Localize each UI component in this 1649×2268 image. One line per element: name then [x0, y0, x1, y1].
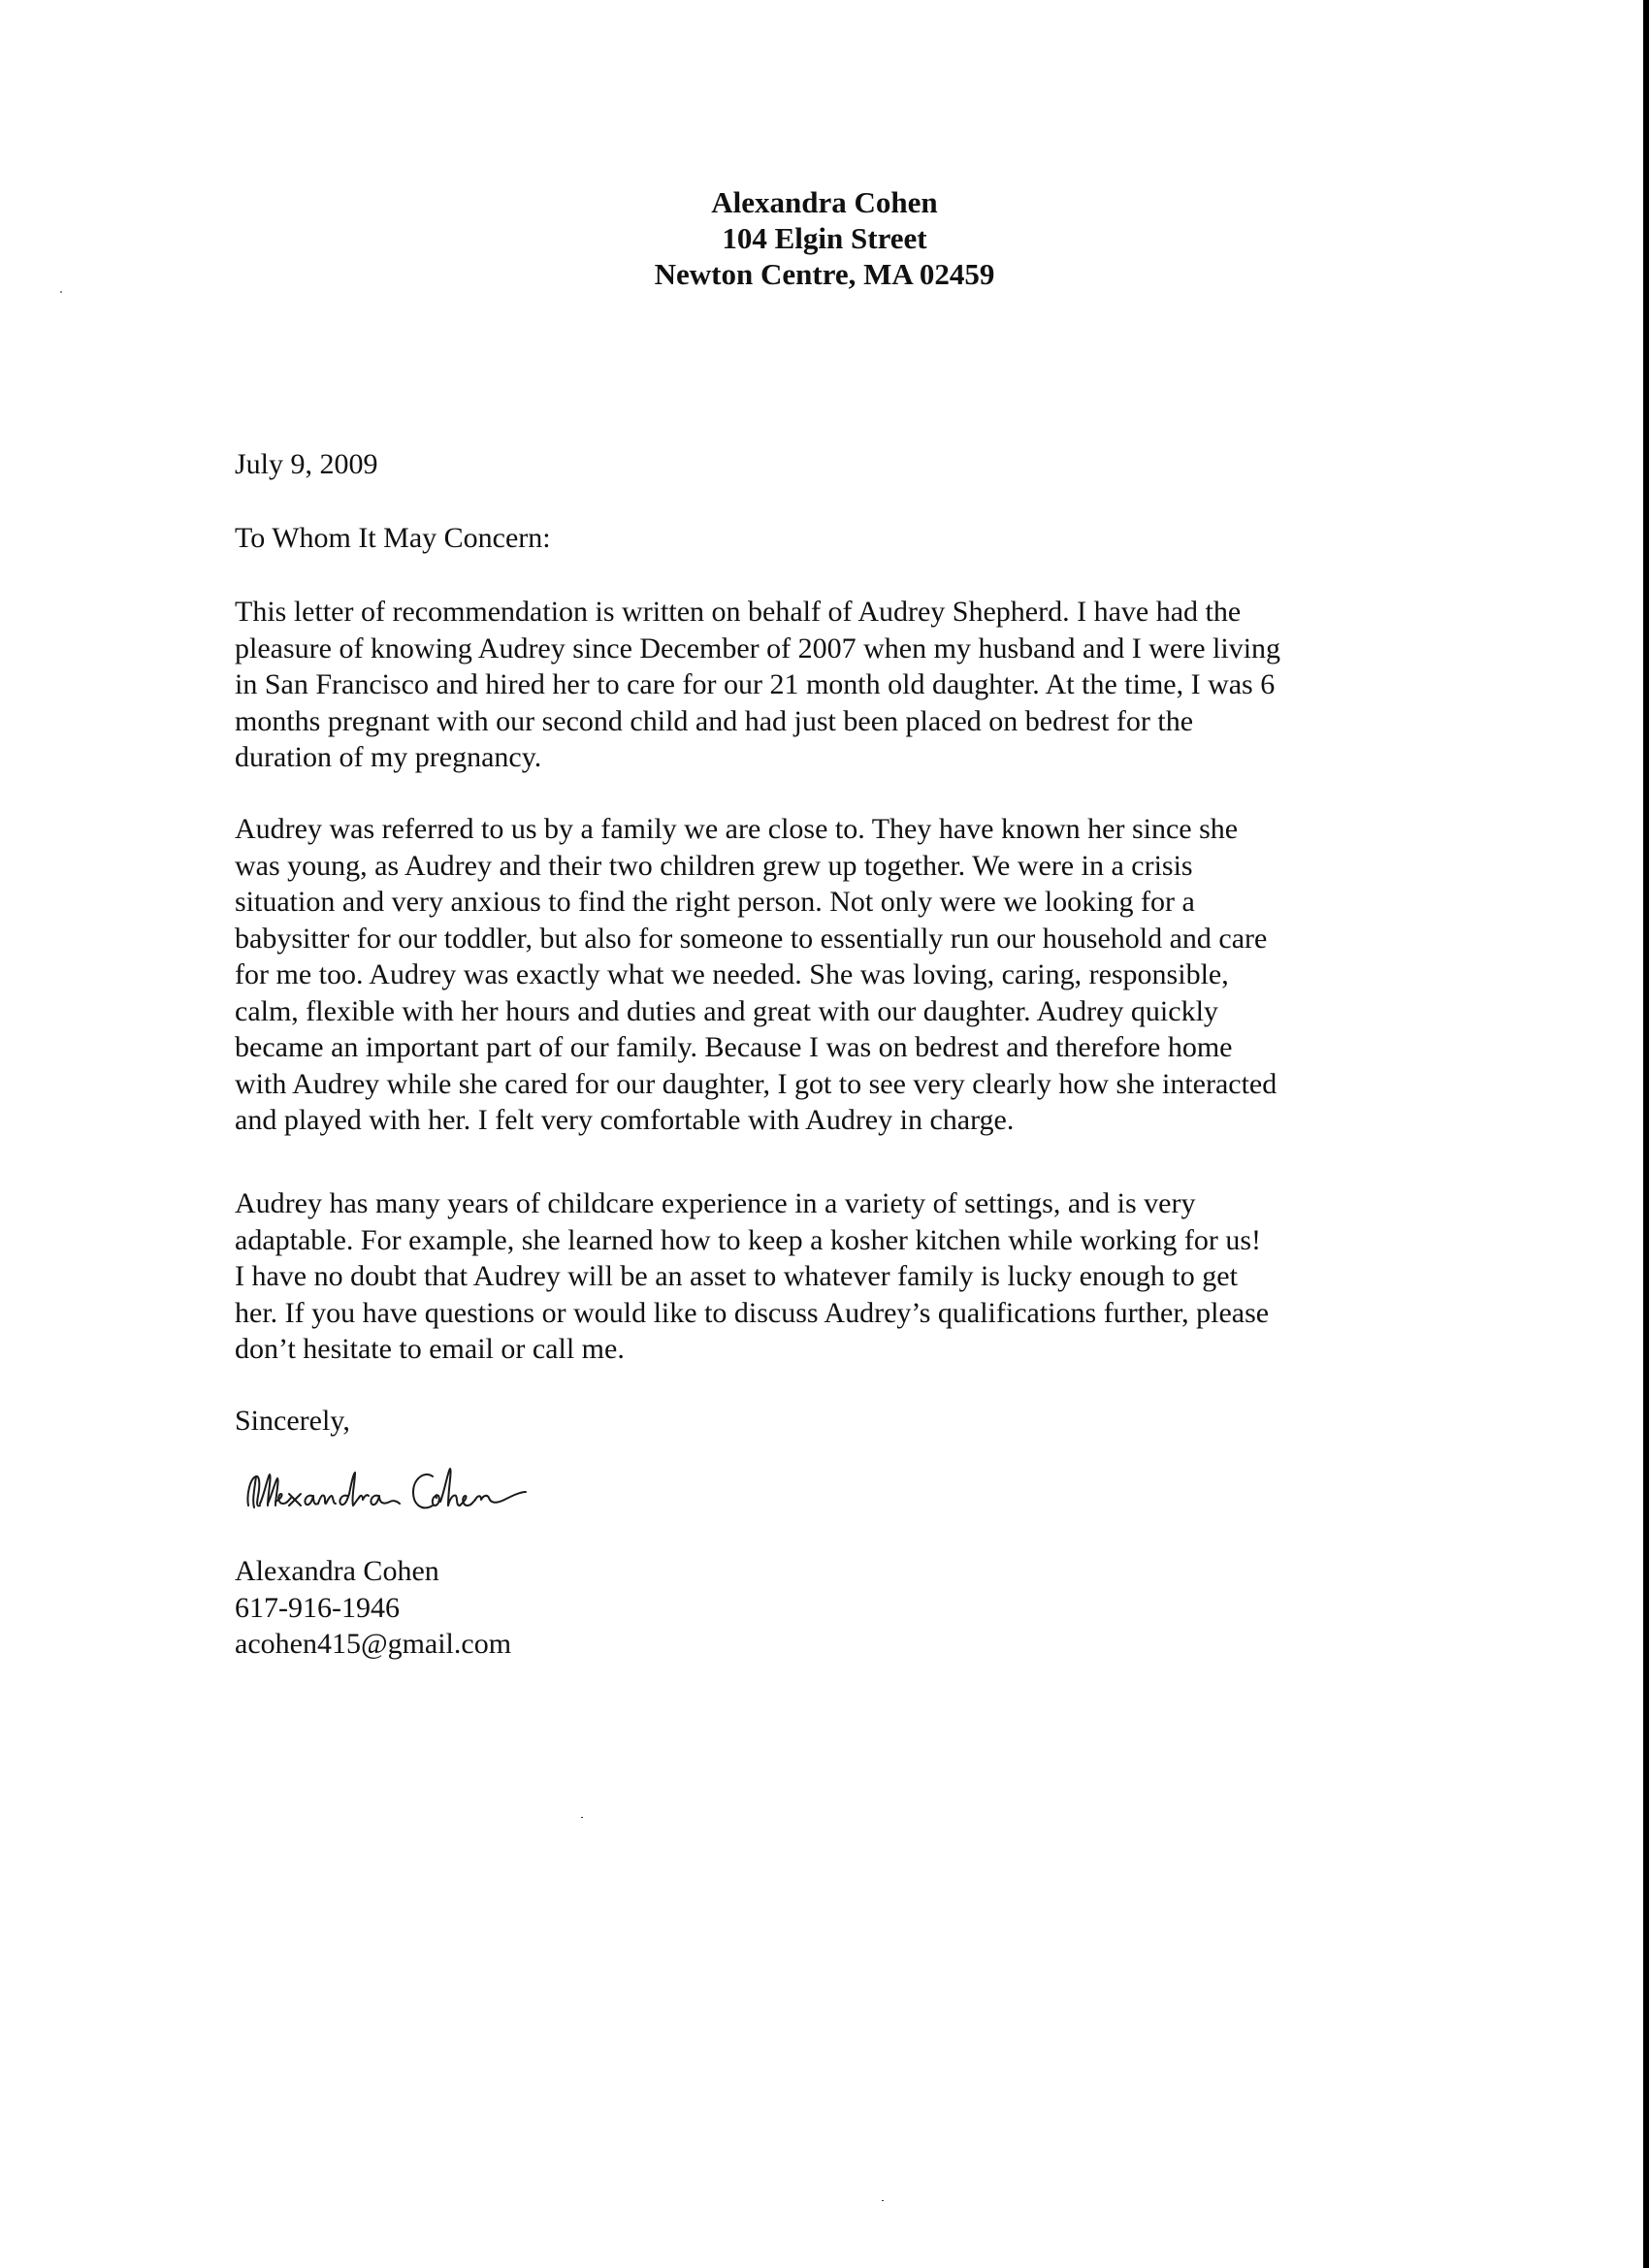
scan-speck: [882, 2200, 884, 2201]
paragraph-introduction: This letter of recommendation is written on behalf of Audrey Shepherd. I have had the pleasure of knowing Audrey since December of 2007 when my husband and I were living in San Francisco and hired her to care for our 21 month old daughter. At the time, I was 6 months pregnant with our second child and had just been placed on bedrest for the duration of my pregnancy.: [235, 596, 1281, 773]
letterhead-city: Newton Centre, MA 02459: [654, 257, 995, 291]
signer-email: acohen415@gmail.com: [235, 1628, 512, 1660]
handwritten-signature: [242, 1457, 601, 1525]
letterhead-name: Alexandra Cohen: [711, 185, 938, 219]
signer-phone: 617-916-1946: [235, 1591, 400, 1624]
signature-block: [235, 1553, 1428, 1663]
signer-name: Alexandra Cohen: [235, 1555, 439, 1587]
scan-edge-border: [1643, 0, 1649, 2268]
paragraph-recommendation: Audrey has many years of childcare experience in a variety of settings, and is very adaptable. For example, she learned how to keep a kosher kitchen while working for us! I have no doubt that Audrey will be an asset to whatever family is lucky enough to get her. If you have questions or would like to discuss Audrey’s qualifications further, please don’t hesitate to email or call me.: [235, 1187, 1270, 1365]
letter-date: July 9, 2009: [235, 448, 378, 480]
paragraph-character: Audrey was referred to us by a family we are close to. They have known her since she was young, as Audrey and their two children grew up together. We were in a crisis situation and very anxious to find the right person. Not only were we looking for a babysitter for our toddler, but also for someone to essentially run our household and care for me too. Audrey was exactly what we needed. She was loving, caring, responsible, calm, flexible with her hours and duties and great with our daughter. Audrey quickly became an important part of our family. Because I was on bedrest and therefore home with Audrey while she cared for our daughter, I got to see very clearly how she interacted and played with her. I felt very comfortable with Audrey in charge.: [235, 813, 1277, 1136]
letterhead-street: 104 Elgin Street: [722, 221, 927, 255]
letterhead: [0, 184, 1649, 292]
salutation: To Whom It May Concern:: [235, 522, 551, 554]
closing: Sincerely,: [235, 1405, 350, 1437]
scan-speck: [581, 1817, 583, 1818]
